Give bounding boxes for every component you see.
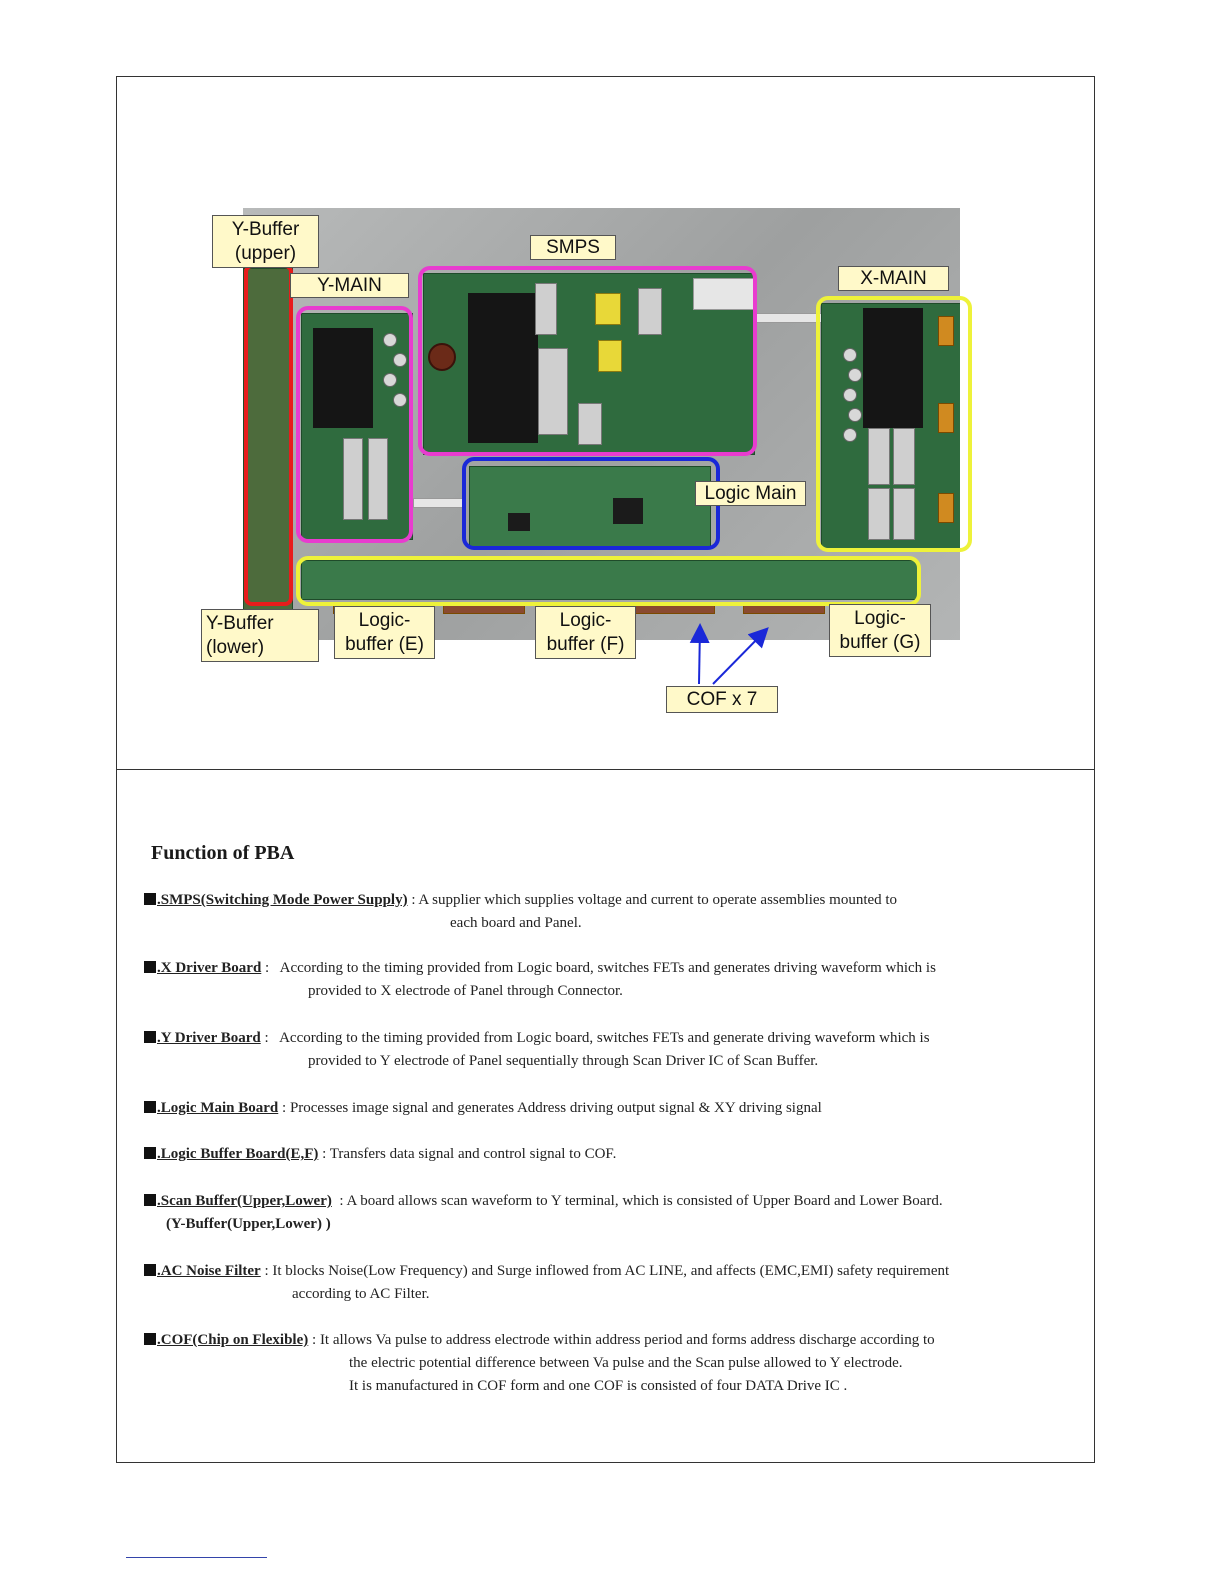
label-y-buffer-upper bbox=[212, 215, 319, 268]
item-line: It is manufactured in COF form and one COF is consisted of four DATA Drive IC . bbox=[349, 1378, 848, 1394]
item-term: .Scan Buffer(Upper,Lower) bbox=[157, 1193, 332, 1209]
label-logic-buffer-e-line2: buffer (E) bbox=[345, 634, 424, 655]
item-sep: : bbox=[261, 960, 280, 976]
label-logic-buffer-f-line1: Logic- bbox=[559, 610, 612, 631]
square-bullet-icon bbox=[144, 1194, 156, 1206]
smps-outline bbox=[418, 266, 757, 456]
item-sep: : bbox=[331, 1193, 347, 1209]
item-line: according to AC Filter. bbox=[292, 1286, 430, 1302]
item-term: .Y Driver Board bbox=[157, 1030, 261, 1046]
label-logic-buffer-g bbox=[829, 604, 931, 657]
item-term: .X Driver Board bbox=[157, 960, 262, 976]
label-logic-buffer-g-line1: Logic- bbox=[854, 608, 906, 629]
item-line: the electric potential difference between Va pulse and the Scan pulse allowed to Y electrode. bbox=[349, 1355, 903, 1371]
item-logic-buffer bbox=[144, 1143, 616, 1166]
item-sep: : bbox=[278, 1100, 290, 1116]
label-logic-buffer-f bbox=[535, 606, 636, 659]
label-y-buffer-lower-line1: Y-Buffer bbox=[206, 613, 274, 634]
item-term: .Logic Main Board bbox=[157, 1100, 279, 1116]
y-main-outline bbox=[296, 306, 413, 543]
label-y-main: Y-MAIN bbox=[290, 273, 409, 298]
label-cof: COF x 7 bbox=[666, 686, 778, 713]
square-bullet-icon bbox=[144, 1031, 156, 1043]
square-bullet-icon bbox=[144, 1147, 156, 1159]
item-line: (Y-Buffer(Upper,Lower) ) bbox=[166, 1216, 331, 1232]
item-line: Transfers data signal and control signal to COF. bbox=[329, 1146, 617, 1162]
square-bullet-icon bbox=[144, 1333, 156, 1345]
section-divider bbox=[116, 769, 1095, 770]
item-term: .SMPS(Switching Mode Power Supply) bbox=[157, 892, 408, 908]
item-line: It allows Va pulse to address electrode within address period and forms address discharge according to bbox=[319, 1332, 935, 1348]
label-smps: SMPS bbox=[530, 235, 616, 260]
item-line: Processes image signal and generates Address driving output signal & XY driving signal bbox=[289, 1100, 822, 1116]
x-main-outline bbox=[816, 296, 972, 552]
square-bullet-icon bbox=[144, 1264, 156, 1276]
label-logic-main: Logic Main bbox=[695, 481, 806, 506]
logic-main-outline bbox=[462, 457, 720, 550]
item-cof bbox=[144, 1329, 935, 1398]
item-line: A supplier which supplies voltage and current to operate assemblies mounted to bbox=[418, 892, 898, 908]
item-y-driver bbox=[144, 1027, 930, 1073]
label-y-buffer-upper-line1: Y-Buffer bbox=[231, 219, 300, 240]
footnote-rule bbox=[126, 1557, 267, 1558]
label-logic-buffer-f-line2: buffer (F) bbox=[546, 634, 625, 655]
item-scan-buffer bbox=[144, 1190, 943, 1236]
y-buffer-outline bbox=[244, 264, 293, 606]
item-sep: : bbox=[308, 1332, 320, 1348]
section-heading: Function of PBA bbox=[151, 842, 295, 864]
item-ac-noise-filter bbox=[144, 1260, 949, 1306]
item-smps bbox=[144, 889, 897, 935]
item-line: According to the timing provided from Logic board, switches FETs and generate driving waveform which is bbox=[279, 1030, 930, 1046]
label-y-buffer-lower-line2: (lower) bbox=[206, 637, 265, 658]
label-y-buffer-upper-line2: (upper) bbox=[234, 243, 297, 264]
item-term: .AC Noise Filter bbox=[157, 1263, 261, 1279]
item-line: A board allows scan waveform to Y terminal, which is consisted of Upper Board and Lower Board. bbox=[346, 1193, 943, 1209]
item-term: .COF(Chip on Flexible) bbox=[157, 1332, 309, 1348]
item-line: It blocks Noise(Low Frequency) and Surge inflowed from AC LINE, and affects (EMC,EMI) safety requirement bbox=[272, 1263, 950, 1279]
item-x-driver bbox=[144, 957, 936, 1003]
item-term: .Logic Buffer Board(E,F) bbox=[157, 1146, 319, 1162]
item-line: According to the timing provided from Logic board, switches FETs and generates driving waveform which is bbox=[279, 960, 936, 976]
item-sep: : bbox=[407, 892, 419, 908]
label-y-buffer-lower bbox=[201, 609, 319, 662]
item-sep: : bbox=[260, 1263, 273, 1279]
label-x-main: X-MAIN bbox=[838, 266, 949, 291]
square-bullet-icon bbox=[144, 893, 156, 905]
item-sep: : bbox=[260, 1030, 280, 1046]
item-line: each board and Panel. bbox=[450, 915, 582, 931]
label-logic-buffer-g-line2: buffer (G) bbox=[839, 632, 921, 653]
square-bullet-icon bbox=[144, 961, 156, 973]
item-line: provided to Y electrode of Panel sequentially through Scan Driver IC of Scan Buffer. bbox=[308, 1053, 819, 1069]
square-bullet-icon bbox=[144, 1101, 156, 1113]
label-logic-buffer-e bbox=[334, 606, 435, 659]
logic-buffer-outline bbox=[296, 556, 921, 606]
item-logic-main bbox=[144, 1097, 822, 1120]
label-logic-buffer-e-line1: Logic- bbox=[358, 610, 411, 631]
item-line: provided to X electrode of Panel through Connector. bbox=[308, 983, 623, 999]
item-sep: : bbox=[318, 1146, 330, 1162]
